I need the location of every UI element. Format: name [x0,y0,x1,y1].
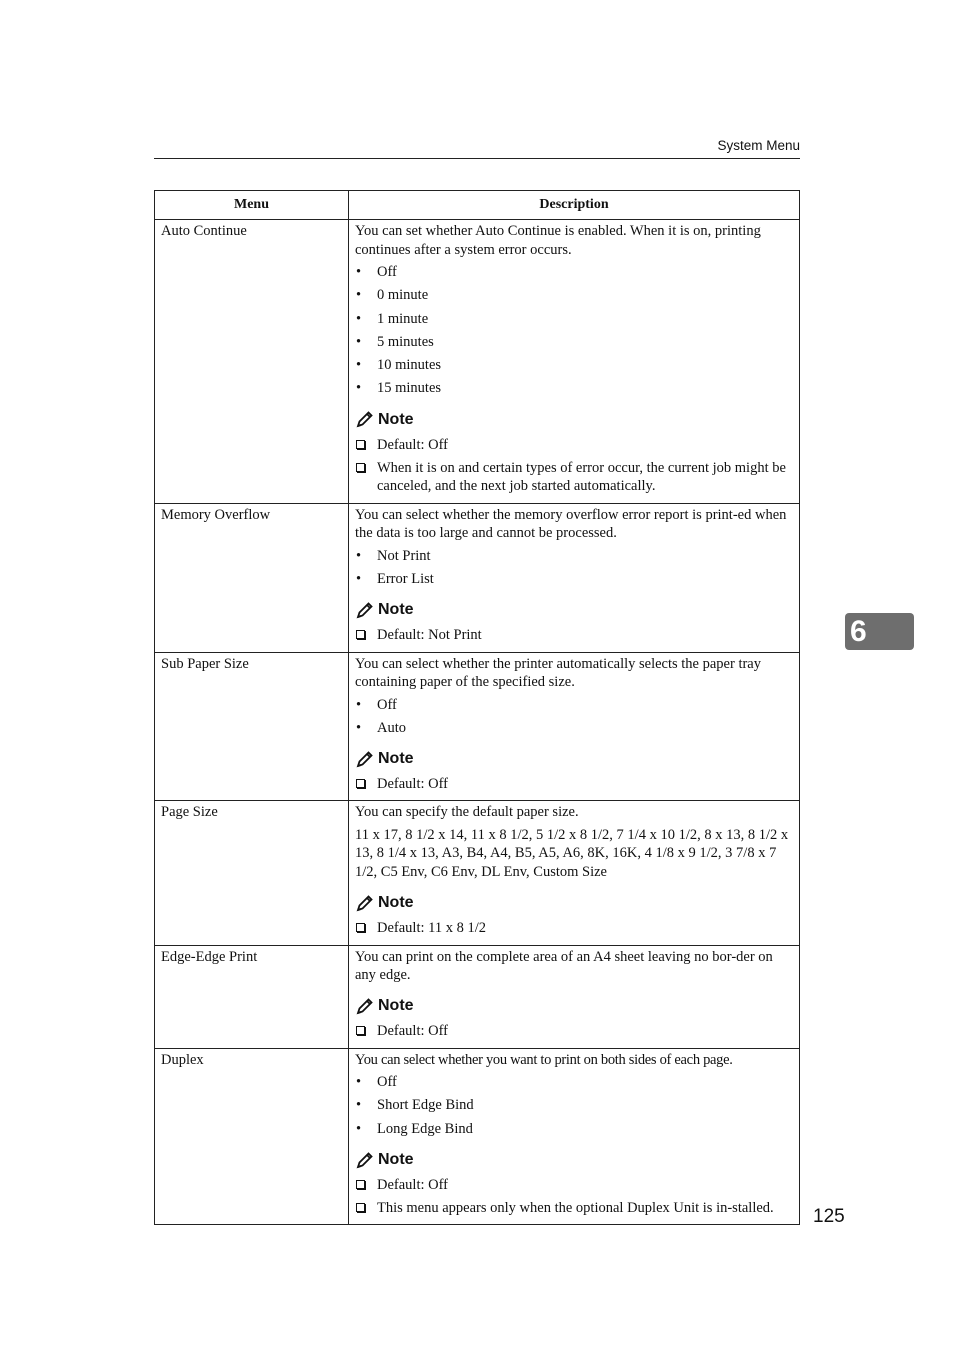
column-header-description: Description [349,191,800,220]
menu-description-cell [349,801,800,945]
option-label: 0 minute [377,287,429,304]
note-heading [355,892,793,914]
running-header-title: System Menu [717,138,800,153]
option-label: 1 minute [377,310,429,327]
option-label: Short Edge Bind [377,1097,474,1114]
note-item [355,1199,793,1218]
table-row [155,1048,800,1225]
pencil-icon [355,410,374,429]
note-text: Default: Off [377,436,448,453]
option-label: Not Print [377,547,431,564]
option-item [355,547,793,566]
menu-description-cell [349,1048,800,1225]
bullet-icon: • [356,547,362,564]
checkbox-bullet-icon [356,463,365,472]
note-text: Default: Off [377,1176,448,1193]
pencil-icon [355,750,374,769]
option-label: Off [377,696,397,713]
note-list [355,1022,793,1041]
pencil-icon [355,1151,374,1170]
bullet-icon: • [356,1097,362,1114]
description-text: You can set whether Auto Continue is enabled. When it is on, printing continues after a system error occurs. [355,223,761,258]
bullet-icon: • [356,570,362,587]
option-label: 15 minutes [377,380,442,397]
note-text: Default: Off [377,775,448,792]
option-item [355,379,793,398]
menu-name: Memory Overflow [155,503,349,652]
note-list [355,919,793,938]
note-heading [355,409,793,431]
note-text: This menu appears only when the optional Duplex Unit is in-stalled. [377,1199,774,1216]
table-row [155,652,800,801]
bullet-icon: • [356,719,362,736]
option-item [355,719,793,738]
note-item [355,459,793,496]
note-item [355,919,793,938]
system-menu-table [154,190,800,1225]
checkbox-bullet-icon [356,1203,365,1212]
note-text: Default: 11 x 8 1/2 [377,920,486,937]
option-list [355,696,793,738]
menu-name: Sub Paper Size [155,652,349,801]
note-list [355,1176,793,1218]
note-label: Note [378,997,414,1015]
menu-name: Auto Continue [155,220,349,504]
bullet-icon: • [356,1120,362,1137]
checkbox-bullet-icon [356,1026,365,1035]
note-heading [355,1149,793,1171]
menu-name: Page Size [155,801,349,945]
note-label: Note [378,1150,414,1168]
bullet-icon: • [356,333,362,350]
option-item [355,286,793,305]
description-text: You can select whether the memory overflow error report is print-ed when the data is too large and cannot be processed. [355,506,787,542]
option-label: Off [377,264,397,280]
option-label: Off [377,1074,397,1091]
note-item [355,1176,793,1195]
menu-description-cell [349,652,800,801]
option-list [355,547,793,589]
option-list [355,263,793,398]
checkbox-bullet-icon [356,630,365,639]
pencil-icon [355,997,374,1016]
note-list [355,775,793,794]
option-item [355,696,793,715]
option-label: 10 minutes [377,357,442,374]
bullet-icon: • [356,1074,362,1091]
note-label: Note [378,410,414,428]
page-number: 125 [813,1206,845,1227]
note-heading [355,599,793,621]
note-item [355,1022,793,1041]
option-label: Long Edge Bind [377,1120,473,1137]
note-item [355,436,793,455]
description-text: You can specify the default paper size. [355,804,579,821]
note-heading [355,748,793,770]
option-label: 5 minutes [377,333,434,350]
bullet-icon: • [356,380,362,397]
option-list [355,1073,793,1138]
note-label: Note [378,601,414,619]
column-header-menu: Menu [155,191,349,220]
option-label: Error List [377,570,434,587]
note-heading [355,996,793,1018]
pencil-icon [355,601,374,620]
bullet-icon: • [356,264,362,280]
description-text: You can select whether you want to print on both sides of each page. [355,1051,733,1068]
description-text: You can select whether the printer automatically selects the paper tray containing paper of the specified size. [355,655,761,691]
table-row [155,801,800,945]
checkbox-bullet-icon [356,923,365,932]
option-label: Auto [377,719,406,736]
note-text: Default: Not Print [377,627,482,644]
note-item [355,626,793,645]
paper-size-list: 11 x 17, 8 1/2 x 14, 11 x 8 1/2, 5 1/2 x 8 1/2, 7 1/4 x 10 1/2, 8 x 13, 8 1/2 x 13, 8 1/4 x 13, A3, B4, A4, B5, A5, A6, 8K, 16K, 4 1/8 x 9 1/2, 3 7/8 x 7 1/2, C5 Env, C6 Env, DL Env, Custom Size [355,826,789,880]
pencil-icon [355,894,374,913]
table-row [155,945,800,1048]
note-list [355,436,793,496]
note-label: Note [378,750,414,768]
bullet-icon: • [356,357,362,374]
option-item [355,263,793,282]
menu-description-cell [349,503,800,652]
option-item [355,1120,793,1139]
option-item [355,1096,793,1115]
option-item [355,1073,793,1092]
note-text: Default: Off [377,1023,448,1040]
note-item [355,775,793,794]
bullet-icon: • [356,287,362,304]
menu-description-cell [349,945,800,1048]
option-item [355,310,793,329]
bullet-icon: • [356,696,362,713]
note-list [355,626,793,645]
option-item [355,356,793,375]
table-header-row [155,191,800,220]
header-rule [154,158,800,159]
table-row [155,503,800,652]
table-row [155,220,800,504]
bullet-icon: • [356,310,362,327]
menu-description-cell [349,220,800,504]
menu-name: Duplex [155,1048,349,1225]
note-text: When it is on and certain types of error occur, the current job might be canceled, and the next job started automatically. [377,459,786,495]
option-item [355,333,793,352]
note-label: Note [378,894,414,912]
chapter-tab: 6 [845,613,914,650]
checkbox-bullet-icon [356,779,365,788]
checkbox-bullet-icon [356,1180,365,1189]
description-text: You can print on the complete area of an A4 sheet leaving no bor-der on any edge. [355,948,773,984]
option-item [355,570,793,589]
menu-name: Edge-Edge Print [155,945,349,1048]
checkbox-bullet-icon [356,440,365,449]
